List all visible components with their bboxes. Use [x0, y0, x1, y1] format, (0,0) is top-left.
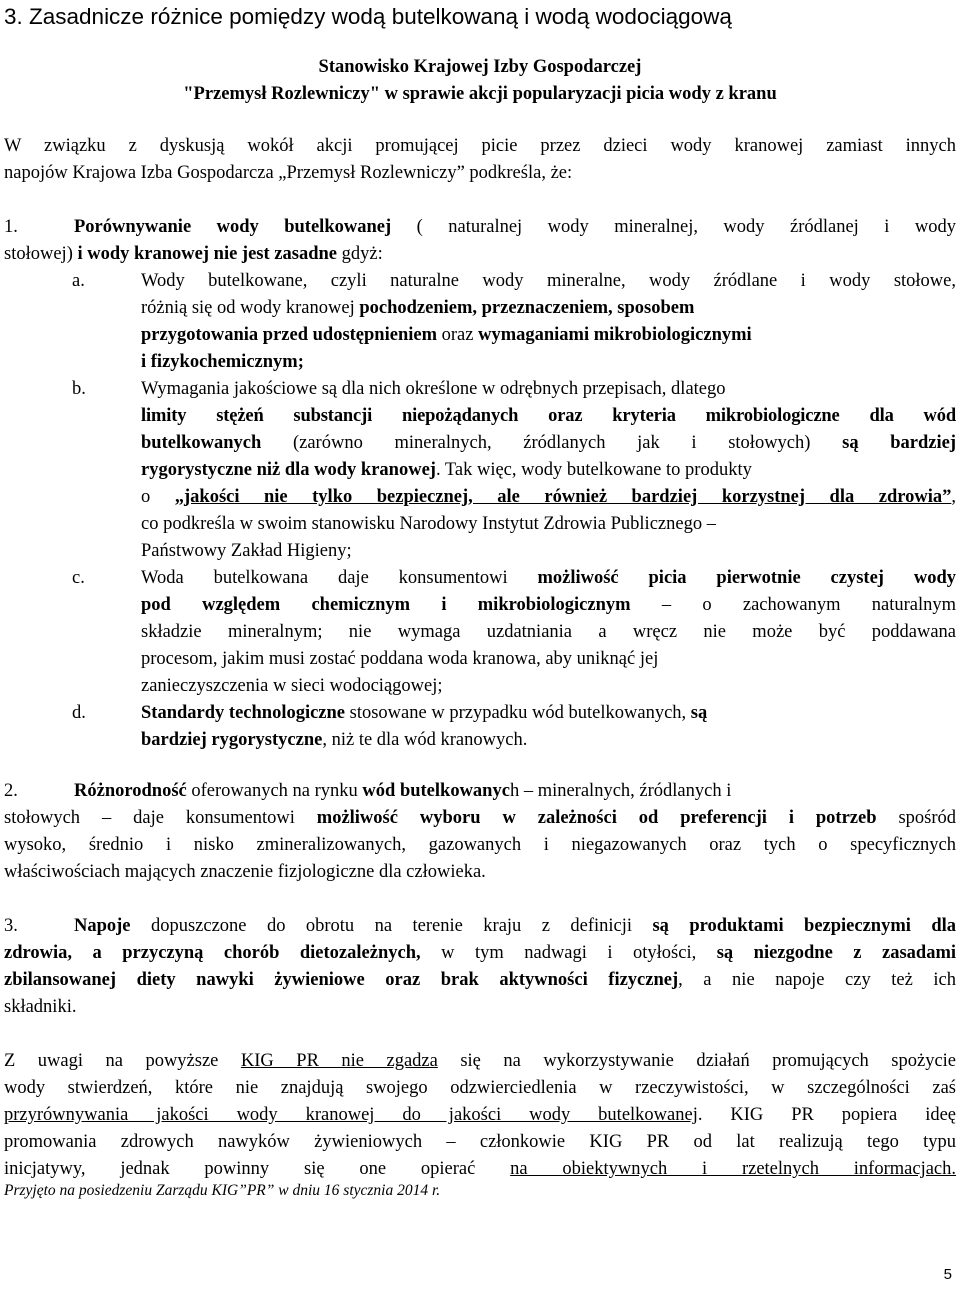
item-a-marker: a. [72, 271, 85, 291]
item-b-line-6: co podkreśla w swoim stanowisku Narodowy Instytut Zdrowia Publicznego – [141, 514, 716, 534]
item-c-line-1: Woda butelkowana daje konsumentowi możliwość picia pierwotnie czystej wody [141, 568, 956, 588]
intro-line-2: napojów Krajowa Izba Gospodarcza „Przemysł Rozlewniczy” podkreśla, że: [4, 163, 573, 183]
document-title-line-2: "Przemysł Rozlewniczy" w sprawie akcji popularyzacji picia wody z kranu [183, 84, 777, 104]
point-2-line-3: wysoko, średnio i nisko zmineralizowanych, gazowanych i niegazowanych oraz tych o specyficznych [4, 835, 956, 855]
conclusion-line-4: promowania zdrowych nawyków żywieniowych – członkowie KIG PR od lat realizują tego typu [4, 1132, 956, 1152]
point-1-line-2: stołowej) i wody kranowej nie jest zasadne gdyż: [4, 244, 383, 264]
item-b-line-1: Wymagania jakościowe są dla nich określone w odrębnych przepisach, dlatego [141, 379, 726, 399]
item-b-line-7: Państwowy Zakład Higieny; [141, 541, 352, 561]
item-b-marker: b. [72, 379, 86, 399]
point-3-line-2: zdrowia, a przyczyną chorób dietozależnych, w tym nadwagi i otyłości, są niezgodne z zasadami [4, 943, 956, 963]
conclusion-line-1: Z uwagi na powyższe KIG PR nie zgadza się na wykorzystywanie działań promujących spożycie [4, 1051, 957, 1071]
point-2-line-2: stołowych – daje konsumentowi możliwość wyboru w zależności od preferencji i potrzeb spośród [4, 808, 957, 828]
item-b-line-5: o „jakości nie tylko bezpiecznej, ale również bardziej korzystnej dla zdrowia”, [141, 487, 956, 507]
item-d-line-2: bardziej rygorystyczne, niż te dla wód kranowych. [141, 730, 528, 750]
point-3-number: 3. [4, 916, 18, 936]
conclusion-line-2: wody stwierdzeń, które nie znajdują swojego odzwierciedlenia w rzeczywistości, w szczególności zaś [4, 1078, 956, 1098]
point-1-number: 1. [4, 217, 18, 237]
intro-line-1: W związku z dyskusją wokół akcji promującej picie przez dzieci wody kranowej zamiast innych [4, 136, 956, 156]
item-d-marker: d. [72, 703, 86, 723]
point-3-line-3: zbilansowanej diety nawyki żywieniowe oraz brak aktywności fizycznej, a nie napoje czy też ich [4, 970, 956, 990]
item-a-line-4: i fizykochemicznym; [141, 352, 304, 372]
point-2-line-1: Różnorodność oferowanych na rynku wód butelkowanych – mineralnych, źródlanych i [74, 781, 732, 801]
point-3-line-1: Napoje dopuszczone do obrotu na terenie kraju z definicji są produktami bezpiecznymi dla [74, 916, 957, 936]
adoption-note: Przyjęto na posiedzeniu Zarządu KIG”PR” w dniu 16 stycznia 2014 r. [4, 1182, 441, 1199]
item-b-line-4: rygorystyczne niż dla wody kranowej. Tak więc, wody butelkowane to produkty [141, 460, 752, 480]
item-c-line-3: składzie mineralnym; nie wymaga uzdatniania a wręcz nie może być poddawana [141, 622, 956, 642]
item-c-line-4: procesom, jakim musi zostać poddana woda kranowa, aby uniknąć jej [141, 649, 659, 669]
item-b-line-2: limity stężeń substancji niepożądanych oraz kryteria mikrobiologiczne dla wód [141, 406, 956, 426]
item-a-line-2: różnią się od wody kranowej pochodzeniem, przeznaczeniem, sposobem [141, 298, 695, 318]
item-b-line-3: butelkowanych (zarówno mineralnych, źródlanych jak i stołowych) są bardziej [141, 433, 957, 453]
point-2-line-4: właściwościach mających znaczenie fizjologiczne dla człowieka. [4, 862, 486, 882]
document-title-line-1: Stanowisko Krajowej Izby Gospodarczej [318, 57, 642, 77]
page-number: 5 [943, 1266, 952, 1283]
conclusion-line-3: przyrównywania jakości wody kranowej do jakości wody butelkowanej. KIG PR popiera ideę [4, 1105, 957, 1125]
point-3-line-4: składniki. [4, 997, 77, 1017]
item-c-line-5: zanieczyszczenia w sieci wodociągowej; [141, 676, 443, 696]
item-a-line-3: przygotowania przed udostępnieniem oraz wymaganiami mikrobiologicznymi [141, 325, 752, 345]
item-d-line-1: Standardy technologiczne stosowane w przypadku wód butelkowanych, są [141, 703, 708, 723]
section-heading: 3. Zasadnicze różnice pomiędzy wodą butelkowaną i wodą wodociągową [4, 4, 732, 29]
point-2-number: 2. [4, 781, 18, 801]
item-a-line-1: Wody butelkowane, czyli naturalne wody mineralne, wody źródlane i wody stołowe, [141, 271, 956, 291]
item-c-line-2: pod względem chemicznym i mikrobiologicznym – o zachowanym naturalnym [141, 595, 956, 615]
point-1-line-1: Porównywanie wody butelkowanej ( naturalnej wody mineralnej, wody źródlanej i wody [74, 217, 956, 237]
conclusion-line-5: inicjatywy, jednak powinny się one opierać na obiektywnych i rzetelnych informacjach. [4, 1159, 957, 1179]
item-c-marker: c. [72, 568, 85, 588]
